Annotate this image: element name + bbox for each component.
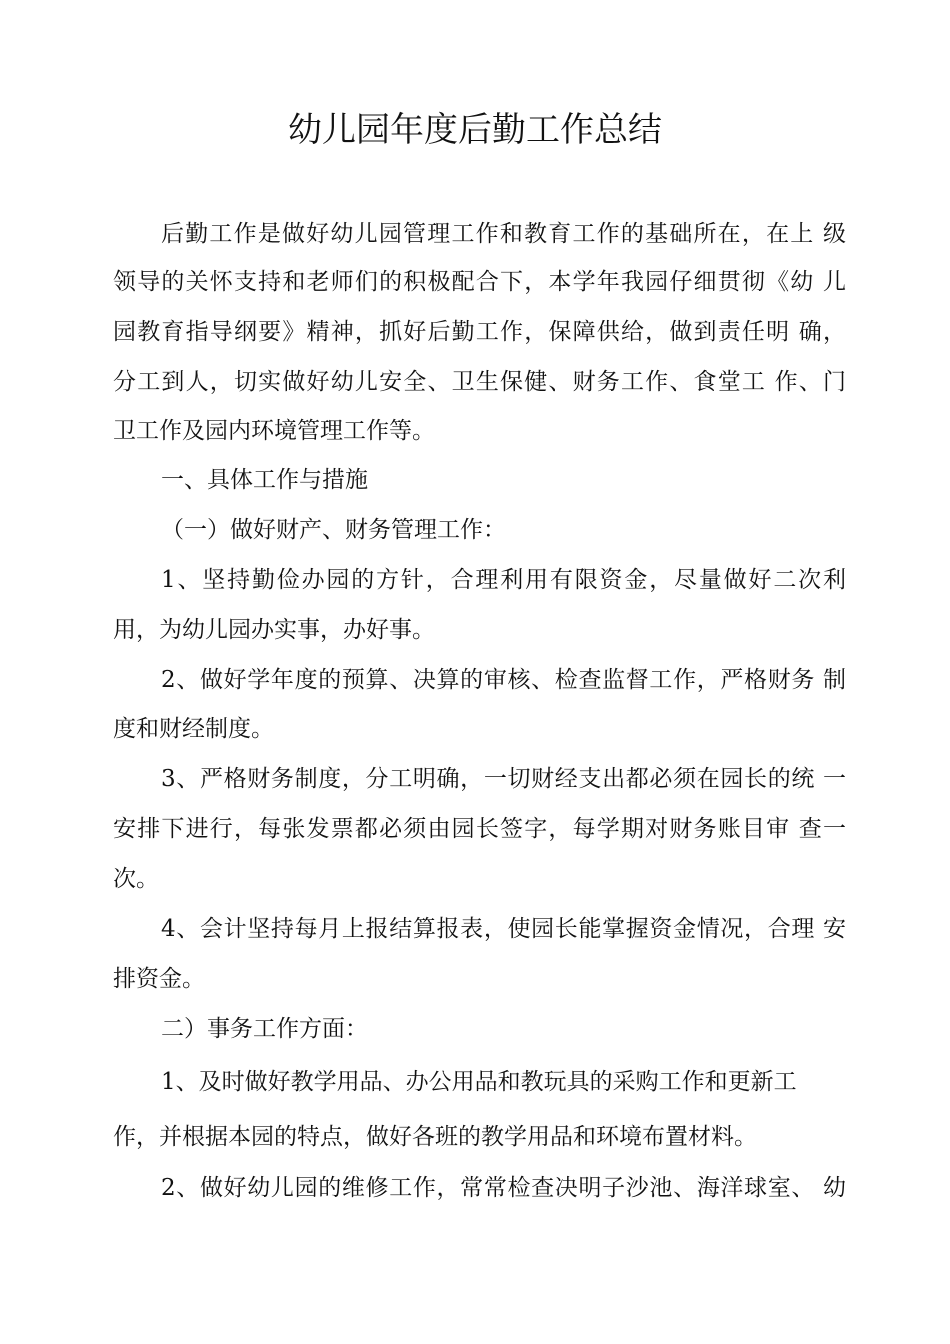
document-title: 幼儿园年度后勤工作总结 [288, 110, 662, 150]
paragraph-line: 后勤工作是做好幼儿园管理工作和教育工作的基础所在，在上 级 [161, 221, 846, 247]
paragraph-line: 3、严格财务制度，分工明确，一切财经支出都必须在园长的统 一 [161, 766, 846, 792]
paragraph-line: 1、及时做好教学用品、办公用品和教玩具的采购工作和更新工 [161, 1069, 797, 1095]
paragraph-line: 作，并根据本园的特点，做好各班的教学用品和环境布置材料。 [113, 1124, 757, 1150]
paragraph-line: 卫工作及园内环境管理工作等。 [113, 418, 435, 444]
paragraph-line: 2、做好幼儿园的维修工作，常常检查决明子沙池、海洋球室、 幼 [161, 1175, 846, 1201]
paragraph-line: 安排下进行，每张发票都必须由园长签字，每学期对财务账目审 查一 [113, 816, 846, 842]
subsection-heading: （一）做好财产、财务管理工作： [161, 517, 506, 543]
section-heading: 一、具体工作与措施 [161, 467, 368, 493]
paragraph-line: 排资金。 [113, 966, 205, 992]
paragraph-line: 度和财经制度。 [113, 716, 274, 742]
paragraph-line: 2、做好学年度的预算、决算的审核、检查监督工作，严格财务 制 [161, 667, 846, 693]
paragraph-line: 用，为幼儿园办实事，办好事。 [113, 617, 435, 643]
paragraph-line: 分工到人，切实做好幼儿安全、卫生保健、财务工作、食堂工 作、门 [113, 369, 846, 395]
paragraph-line: 园教育指导纲要》精神，抓好后勤工作，保障供给，做到责任明 确， [113, 319, 846, 345]
subsection-heading: 二）事务工作方面： [161, 1016, 368, 1042]
paragraph-line: 4、会计坚持每月上报结算报表，使园长能掌握资金情况，合理 安 [161, 916, 846, 942]
paragraph-line: 次。 [113, 866, 159, 892]
paragraph-line: 1、坚持勤俭办园的方针，合理利用有限资金，尽量做好二次利 [161, 567, 846, 593]
paragraph-line: 领导的关怀支持和老师们的积极配合下，本学年我园仔细贯彻《幼 儿 [113, 269, 846, 295]
